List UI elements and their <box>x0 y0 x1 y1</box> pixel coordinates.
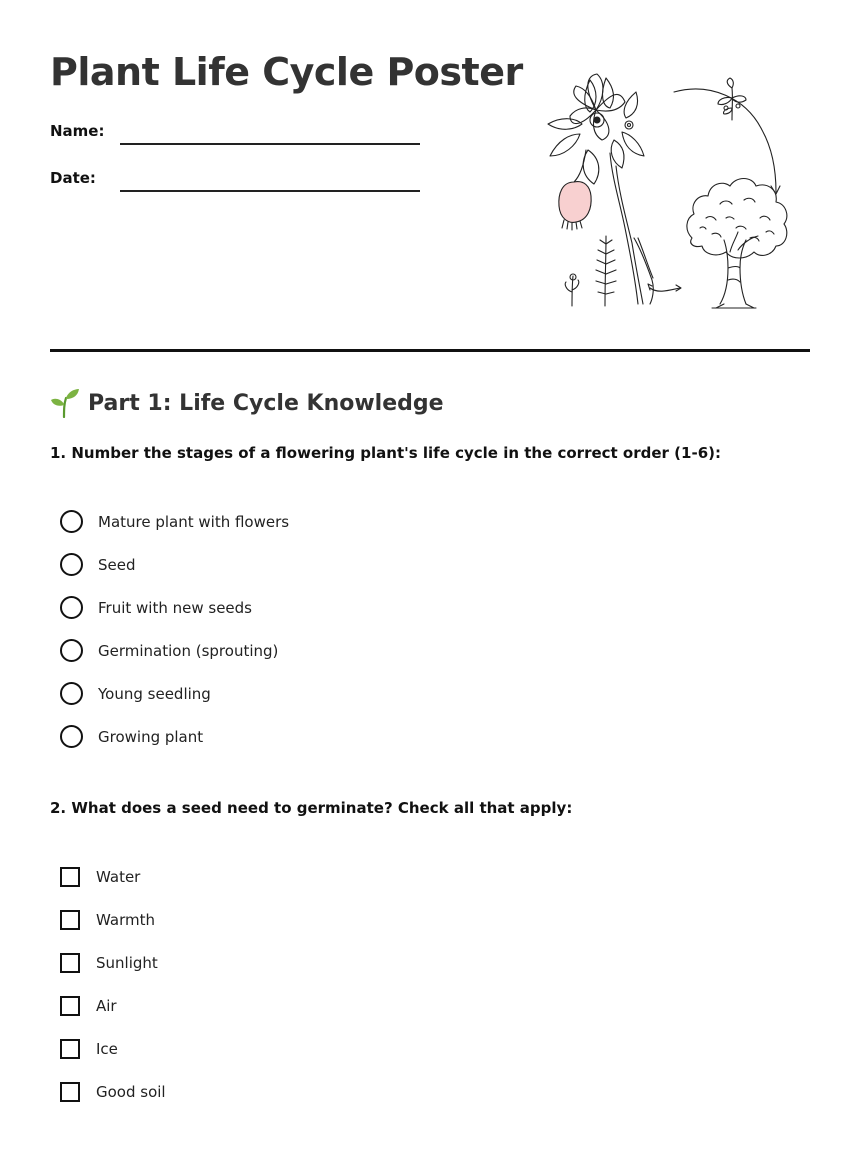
q1-option-circle[interactable] <box>60 510 83 533</box>
part1-heading <box>50 388 444 418</box>
q2-option-checkbox[interactable] <box>60 910 80 930</box>
tree-icon <box>687 179 787 309</box>
plant-life-cycle-illustration <box>540 68 800 316</box>
q1-option <box>60 500 289 543</box>
section-divider <box>50 349 810 352</box>
name-field <box>50 120 430 150</box>
date-label: Date: <box>50 169 96 187</box>
sprout <box>565 274 579 306</box>
q2-option <box>60 1027 166 1070</box>
q1-option <box>60 715 289 758</box>
question-2: 2. What does a seed need to germinate? Check all that apply: <box>50 799 573 817</box>
q2-option-label: Warmth <box>96 910 155 929</box>
q1-option <box>60 586 289 629</box>
q2-option-label: Ice <box>96 1039 118 1058</box>
q2-option <box>60 941 166 984</box>
q2-option-checkbox[interactable] <box>60 867 80 887</box>
q1-option-label: Seed <box>98 555 136 574</box>
q2-option-label: Good soil <box>96 1082 166 1101</box>
fern-seedling <box>596 236 616 306</box>
sprout-icon <box>50 388 80 418</box>
q1-option-label: Fruit with new seeds <box>98 598 252 617</box>
date-line[interactable] <box>120 190 420 192</box>
q1-option-label: Germination (sprouting) <box>98 641 279 660</box>
cycle-arrow <box>674 89 780 194</box>
q2-option <box>60 1070 166 1113</box>
q2-option-label: Sunlight <box>96 953 158 972</box>
q2-option-label: Water <box>96 867 141 886</box>
q1-option-circle[interactable] <box>60 639 83 662</box>
q1-option-circle[interactable] <box>60 553 83 576</box>
q1-option-label: Growing plant <box>98 727 204 746</box>
q1-option <box>60 629 289 672</box>
date-field <box>50 167 430 197</box>
fruit <box>559 150 591 230</box>
name-line[interactable] <box>120 143 420 145</box>
q2-option <box>60 984 166 1027</box>
q1-options <box>60 500 289 758</box>
q2-option-checkbox[interactable] <box>60 1039 80 1059</box>
q2-option-checkbox[interactable] <box>60 1082 80 1102</box>
q1-option-label: Mature plant with flowers <box>98 512 290 531</box>
part1-title: Part 1: Life Cycle Knowledge <box>88 390 444 416</box>
q2-options <box>60 855 166 1113</box>
q1-option-circle[interactable] <box>60 596 83 619</box>
q1-option <box>60 543 289 586</box>
page-title: Plant Life Cycle Poster <box>50 50 523 94</box>
name-label: Name: <box>50 122 105 140</box>
q1-option-circle[interactable] <box>60 682 83 705</box>
question-1: 1. Number the stages of a flowering plant's life cycle in the correct order (1-6): <box>50 444 721 462</box>
q1-option <box>60 672 289 715</box>
q1-option-circle[interactable] <box>60 725 83 748</box>
q2-option <box>60 898 166 941</box>
q2-option <box>60 855 166 898</box>
q2-option-checkbox[interactable] <box>60 953 80 973</box>
q1-option-label: Young seedling <box>98 684 211 703</box>
q2-option-checkbox[interactable] <box>60 996 80 1016</box>
q2-option-label: Air <box>96 996 117 1015</box>
